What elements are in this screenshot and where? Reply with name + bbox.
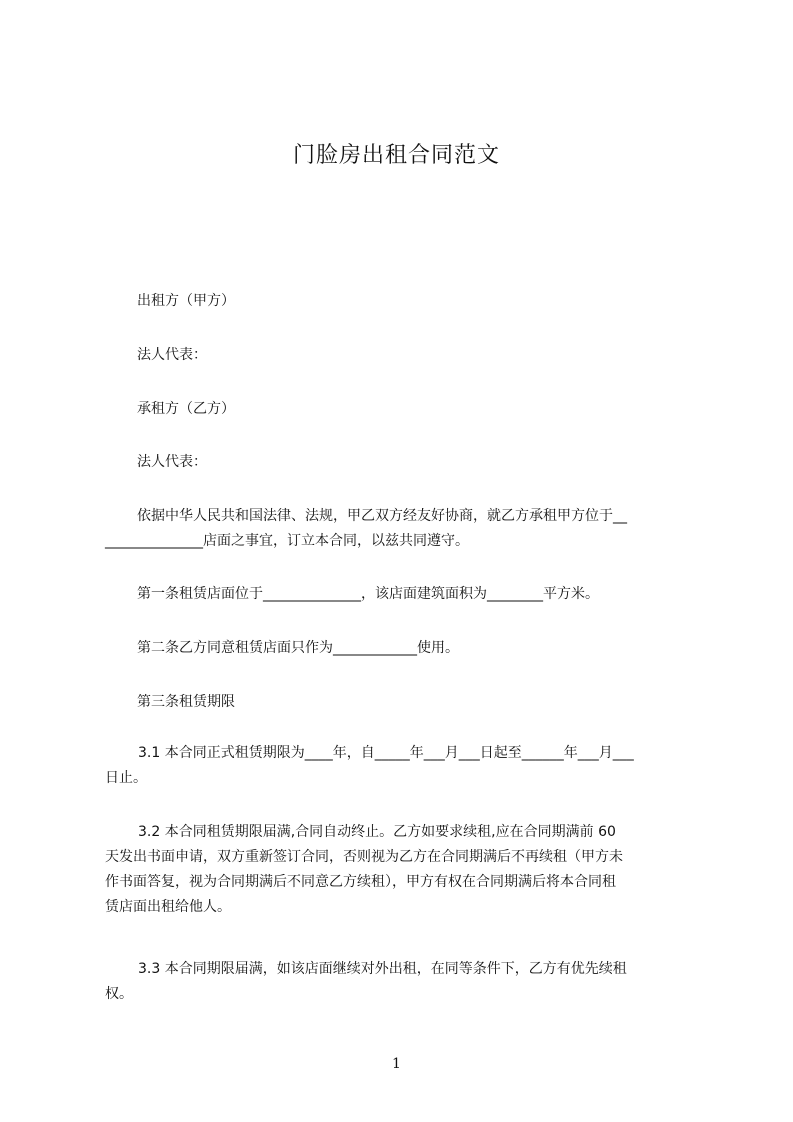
clause-3-3 [105, 957, 705, 1007]
article-3-heading: 第三条租赁期限 [137, 694, 235, 710]
intro-line-2: ______________店面之事宜，订立本合同，以兹共同遵守。 [105, 533, 469, 549]
clause-3-1 [105, 741, 705, 791]
clause-3-2-line-2: 天发出书面申请，双方重新签订合同，否则视为乙方在合同期满后不再续租（甲方未 [105, 849, 623, 865]
clause-3-3-line-1: 3.3 本合同期限届满，如该店面继续对外出租，在同等条件下，乙方有优先续租 [138, 961, 627, 977]
intro-line-1: 依据中华人民共和国法律、法规，甲乙双方经友好协商，就乙方承租甲方位于__ [137, 508, 627, 524]
clause-3-3-line-2: 权。 [105, 986, 133, 1002]
clause-3-2-line-1: 3.2 本合同租赁期限届满,合同自动终止。乙方如要求续租,应在合同期满前 60 [138, 824, 616, 840]
intro-paragraph [105, 504, 705, 554]
lessee-rep-label: 法人代表： [137, 454, 207, 470]
page-number: 1 [392, 1056, 401, 1072]
clause-3-2-line-4: 赁店面出租给他人。 [105, 899, 231, 915]
lessee-label: 承租方（乙方） [137, 401, 235, 417]
document-title: 门脸房出租合同范文 [292, 143, 500, 168]
lessor-rep-label: 法人代表： [137, 347, 207, 363]
clause-3-1-line-2: 日止。 [105, 770, 147, 786]
clause-3-1-line-1: 3.1 本合同正式租赁期限为____年，自_____年___月___日起至______年___月___ [138, 745, 634, 761]
clause-3-2-line-3: 作书面答复，视为合同期满后不同意乙方续租），甲方有权在合同期满后将本合同租 [105, 874, 616, 890]
clause-3-2 [105, 820, 705, 920]
lessor-label: 出租方（甲方） [137, 293, 235, 309]
article-1: 第一条租赁店面位于______________，该店面建筑面积为________平方米。 [137, 586, 599, 602]
article-2: 第二条乙方同意租赁店面只作为____________使用。 [137, 640, 459, 656]
